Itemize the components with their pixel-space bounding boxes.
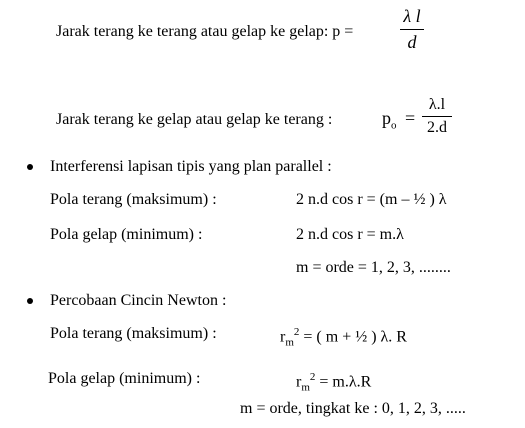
section2-row1-r: r xyxy=(280,328,286,346)
eq2-label: Jarak terang ke gelap atau gelap ke terang : xyxy=(56,111,333,128)
eq1-label: Jarak terang ke terang atau gelap ke gelap: p = xyxy=(56,23,354,40)
section1-row2-label: Pola gelap (minimum) : xyxy=(50,226,203,243)
section2-row2-formula xyxy=(296,367,371,398)
section2-row2-label: Pola gelap (minimum) : xyxy=(48,370,201,387)
section1-row1-formula: 2 n.d cos r = (m – ½ ) λ xyxy=(296,191,447,208)
section2-row1-label: Pola terang (maksimum) : xyxy=(50,325,217,342)
section1-title: Interferensi lapisan tipis yang plan parallel : xyxy=(50,158,332,175)
eq2-fraction-bar xyxy=(422,116,452,117)
eq2-equals: = xyxy=(405,108,416,128)
eq1-numerator: λ l xyxy=(403,6,421,26)
eq2-lhs xyxy=(382,108,415,136)
section1-row1-label: Pola terang (maksimum) : xyxy=(50,191,217,208)
eq2-fraction xyxy=(422,96,452,137)
section2-row1-formula xyxy=(280,322,407,353)
eq1-fraction-bar xyxy=(400,29,424,30)
bullet-icon xyxy=(27,298,33,304)
section2-title: Percobaan Cincin Newton : xyxy=(50,292,227,309)
eq2-numerator: λ.l xyxy=(428,96,446,113)
section2-row2-r: r xyxy=(296,373,302,391)
eq2-denominator: 2.d xyxy=(427,119,447,136)
eq2-symbol: p xyxy=(382,108,391,128)
eq1-denominator: d xyxy=(407,32,417,52)
section2-note: m = orde, tingkat ke : 0, 1, 2, 3, ..... xyxy=(240,400,466,417)
bullet-icon xyxy=(27,164,33,170)
section1-note: m = orde = 1, 2, 3, ........ xyxy=(296,259,451,276)
eq2-subscript: o xyxy=(391,119,397,132)
section2-row2-sup: 2 xyxy=(309,371,316,383)
section2-row2-sub: m xyxy=(301,381,310,394)
section2-row2-rest: = m.λ.R xyxy=(315,373,372,391)
section2-row1-sup: 2 xyxy=(293,326,300,338)
eq1-fraction xyxy=(400,6,424,53)
section1-row2-formula: 2 n.d cos r = m.λ xyxy=(296,226,404,243)
section2-row1-sub: m xyxy=(285,336,294,349)
section2-row1-rest: = ( m + ½ ) λ. R xyxy=(299,328,407,346)
